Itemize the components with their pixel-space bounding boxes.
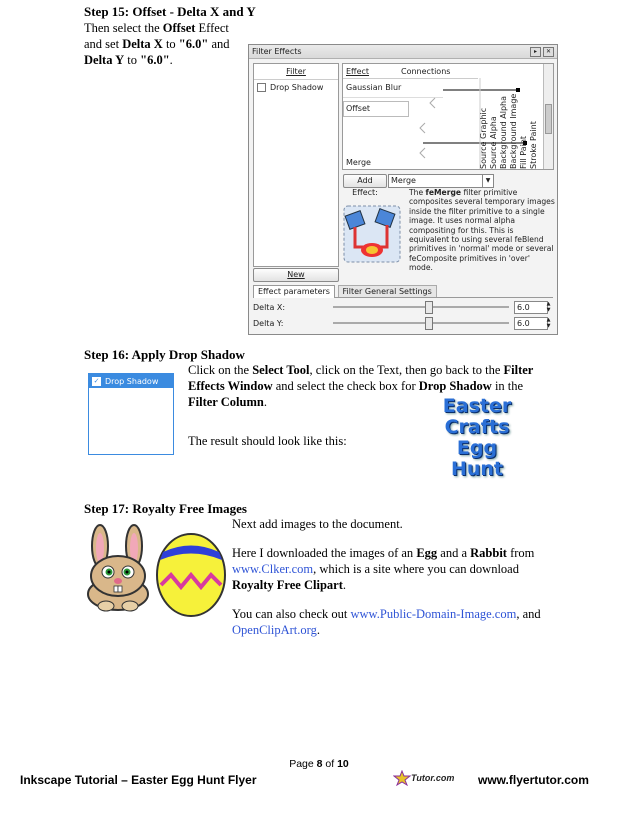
delta-x-spin[interactable]: ▲ ▼ (546, 301, 551, 313)
close-icon[interactable]: ✕ (543, 47, 554, 57)
openclipart-link[interactable]: OpenClipArt.org (232, 623, 317, 637)
input-source-graphic: Source Graphic (479, 107, 488, 169)
input-stroke-paint: Stroke Paint (529, 121, 538, 169)
delta-y-slider[interactable] (333, 322, 509, 324)
step15-heading: Step 15: Offset - Delta X and Y (84, 4, 256, 19)
delta-y-spin[interactable]: ▲ ▼ (546, 317, 551, 329)
tab-filter-general-settings[interactable]: Filter General Settings (338, 285, 437, 297)
rabbit-clipart (82, 524, 154, 612)
chevron-down-icon[interactable]: ▼ (482, 175, 493, 187)
window-titlebar (249, 45, 557, 59)
delta-y-label: Delta Y: (253, 319, 284, 328)
delta-x-input[interactable]: 6.0 (514, 301, 548, 314)
effect-row-gaussian-blur[interactable]: Gaussian Blur (343, 80, 443, 98)
delta-x-slider-thumb[interactable] (425, 301, 433, 314)
input-fill-paint: Fill Paint (519, 135, 528, 169)
drop-shadow-selected-row[interactable] (89, 374, 173, 388)
flyertutor-logo (393, 770, 454, 786)
page-number: Page 8 of 10 (289, 758, 349, 770)
sample-line-crafts: Crafts (444, 416, 510, 438)
sample-line-egg: Egg (456, 437, 498, 459)
footer-title: Inkscape Tutorial – Easter Egg Hunt Flyer (20, 773, 257, 787)
step16-text: Click on the Select Tool, click on the Text, then go back to the Filter Effects Window and select the check box for Drop Shadow in the Filter Column. (188, 363, 534, 409)
effect-connections-panel (342, 63, 554, 170)
clker-link[interactable]: www.Clker.com (232, 562, 314, 576)
input-source-alpha: Source Alpha (489, 116, 498, 169)
logo-text: Tutor.com (411, 773, 455, 783)
filter-list (253, 63, 339, 267)
result-text: The result should look like this: (188, 434, 347, 448)
effect-description: The feMerge filter primitive composites several temporary images inside the filter primitive to a single image. It uses normal alpha compositing for this. This is equivalent to using several feBlend primitives in 'normal' mode or several feComposite primitives in 'over' mode. (409, 188, 555, 273)
footer-url: www.flyertutor.com (478, 773, 589, 787)
effect-type-select[interactable] (388, 174, 494, 188)
input-background-alpha: Background Alpha (499, 95, 508, 169)
filter-checkbox[interactable] (257, 83, 266, 92)
filter-row-drop-shadow[interactable] (254, 80, 338, 95)
logo-mark-icon (393, 770, 411, 786)
delta-y-slider-thumb[interactable] (425, 317, 433, 330)
step15-text: Then select the Offset Effect and set Delta X to "6.0" and Delta Y to "6.0". (84, 21, 230, 67)
checkbox-checked-icon[interactable]: ✓ (93, 376, 100, 385)
filter-effects-window (248, 44, 558, 335)
input-background-image: Background Image (509, 93, 518, 169)
delta-x-slider[interactable] (333, 306, 509, 308)
drop-shadow-result-sample (432, 396, 522, 480)
sample-line-easter: Easter (442, 395, 512, 417)
dock-icon[interactable]: ▸ (530, 47, 541, 57)
effect-row-merge[interactable]: Merge (346, 158, 371, 167)
delta-y-input[interactable]: 6.0 (514, 317, 548, 330)
effect-row-offset[interactable]: Offset (343, 101, 409, 117)
delta-x-label: Delta X: (253, 303, 286, 312)
filter-item-label: Drop Shadow (270, 83, 324, 92)
input-labels (479, 64, 538, 169)
filter-column-preview (88, 373, 174, 455)
list-item-label: Drop Shadow (105, 376, 159, 386)
merge-illustration (343, 205, 401, 263)
egg-clipart (154, 527, 228, 617)
step16-heading: Step 16: Apply Drop Shadow (84, 347, 245, 362)
filter-column-header[interactable]: Filter (254, 64, 338, 80)
new-filter-button[interactable]: New (253, 268, 339, 282)
effect-type-value: Merge (391, 176, 416, 185)
add-effect-button[interactable]: Add Effect: (343, 174, 387, 188)
effect-column-header[interactable]: Effect (346, 67, 370, 76)
effects-scrollbar[interactable] (543, 64, 553, 169)
window-title: Filter Effects (252, 47, 302, 56)
step17-heading: Step 17: Royalty Free Images (84, 501, 247, 516)
step17-text: Next add images to the document. Here I downloaded the images of an Egg and a Rabbit from www.Clker.com, which is a site where you can download Royalty Free Clipart. You can also check out www.Public-Domain-Image.com, and OpenClipArt.org. (232, 517, 541, 637)
connections-column-header: Connections (401, 67, 451, 76)
tab-strip (253, 285, 553, 298)
public-domain-image-link[interactable]: www.Public-Domain-Image.com (350, 607, 517, 621)
tab-effect-parameters[interactable]: Effect parameters (253, 285, 335, 298)
sample-line-hunt: Hunt (450, 458, 504, 480)
